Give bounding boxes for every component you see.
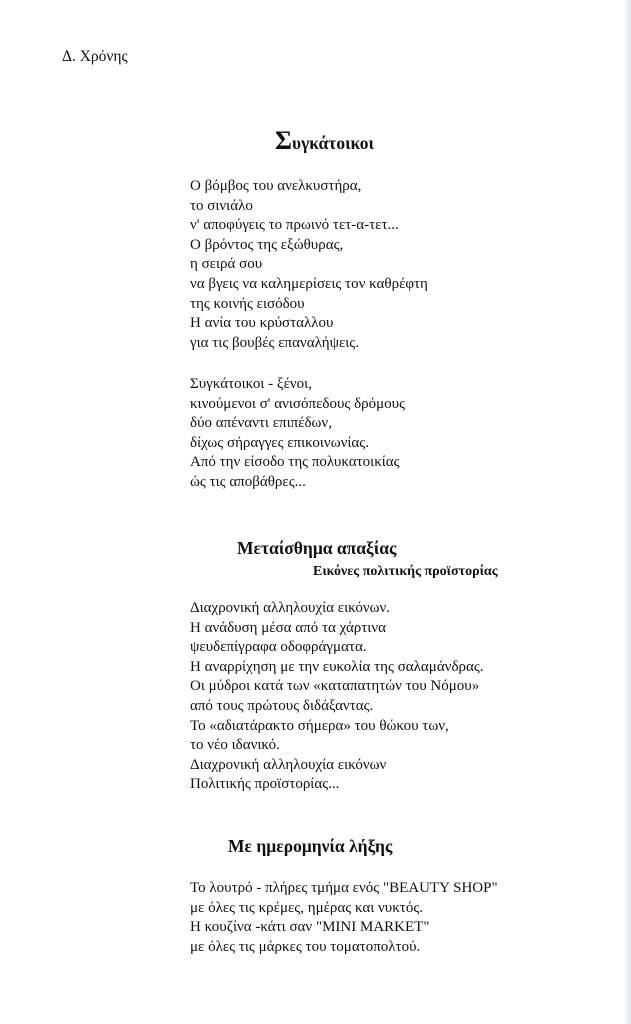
- poem-line: Οι μύδροι κατά των «καταπατητών του Νόμου»: [190, 678, 480, 695]
- poem-line: Η κουζίνα -κάτι σαν "MINI MARKET": [190, 919, 430, 936]
- poem-line: το σινιάλο: [190, 197, 253, 214]
- poem-line: Ο βόμβος του ανελκυστήρα,: [190, 178, 362, 194]
- poem-line: η σειρά σου: [190, 256, 263, 273]
- poem-line: Από την είσοδο της πολυκατοικίας: [190, 454, 400, 471]
- poem-line: της κοινής εισόδου: [190, 295, 305, 312]
- poem-stanza: [190, 375, 405, 493]
- poem-line: ν' αποφύγεις το πρωινό τετ-α-τετ...: [190, 217, 399, 234]
- poem-stanza: [190, 879, 498, 957]
- poem-title-metaisthima: Μεταίσθημα απαξίας: [237, 538, 397, 558]
- poem-line: με όλες τις κρέμες, ημέρας και νυκτός.: [190, 899, 424, 916]
- poem-line: για τις βουβές επαναλήψεις.: [190, 334, 359, 351]
- scan-edge: [625, 0, 631, 1024]
- poem-line: Η αναρρίχηση με την ευκολία της σαλαμάνδρας.: [190, 658, 484, 675]
- poem-line: δίχως σήραγγες επικοινωνίας.: [190, 434, 369, 451]
- poem-line: Η ανάδυση μέσα από τα χάρτινα: [190, 619, 386, 636]
- poem-line: Διαχρονική αλληλουχία εικόνων: [190, 756, 387, 773]
- poem-line: Ο βρόντος της εξώθυρας,: [190, 236, 344, 253]
- poem-line: Το λουτρό - πλήρες τμήμα ενός "BEAUTY SHOP": [190, 880, 498, 896]
- poem-line: ώς τις αποβάθρες...: [190, 473, 306, 490]
- poem-stanza: [190, 177, 428, 353]
- poem-line: Το «αδιατάρακτο σήμερα» του θώκου των,: [190, 717, 449, 734]
- author-name: Δ. Χρόνης: [62, 48, 128, 65]
- poem-line: Συγκάτοικοι - ξένοι,: [190, 376, 312, 392]
- poem-stanza: [190, 599, 484, 795]
- poem-title-initial: Σ: [275, 126, 292, 155]
- poem-line: με όλες τις μάρκες του τοματοπολτού.: [190, 938, 421, 955]
- poem-line: κινούμενοι σ' ανισόπεδους δρόμους: [190, 395, 406, 412]
- poem-line: ψευδεπίγραφα οδοφράγματα.: [190, 639, 367, 656]
- poem-title-rest: υγκάτοικοι: [292, 133, 374, 153]
- poem-title-synkatoikoi: [275, 126, 374, 155]
- poem-line: Διαχρονική αλληλουχία εικόνων.: [190, 600, 391, 616]
- poem-line: από τους πρώτους διδάξαντας.: [190, 697, 374, 714]
- poem-subtitle: Εικόνες πολιτικής προϊστορίας: [313, 564, 498, 579]
- poem-line: Η ανία του κρύσταλλου: [190, 315, 334, 332]
- poem-line: Πολιτικής προϊστορίας...: [190, 776, 340, 793]
- poem-line: δύο απέναντι επιπέδων,: [190, 415, 332, 432]
- poem-line: το νέο ιδανικό.: [190, 737, 280, 754]
- poem-title-imerominia-lixis: Με ημερομηνία λήξης: [228, 836, 393, 856]
- poem-line: να βγεις να καλημερίσεις τον καθρέφτη: [190, 275, 428, 292]
